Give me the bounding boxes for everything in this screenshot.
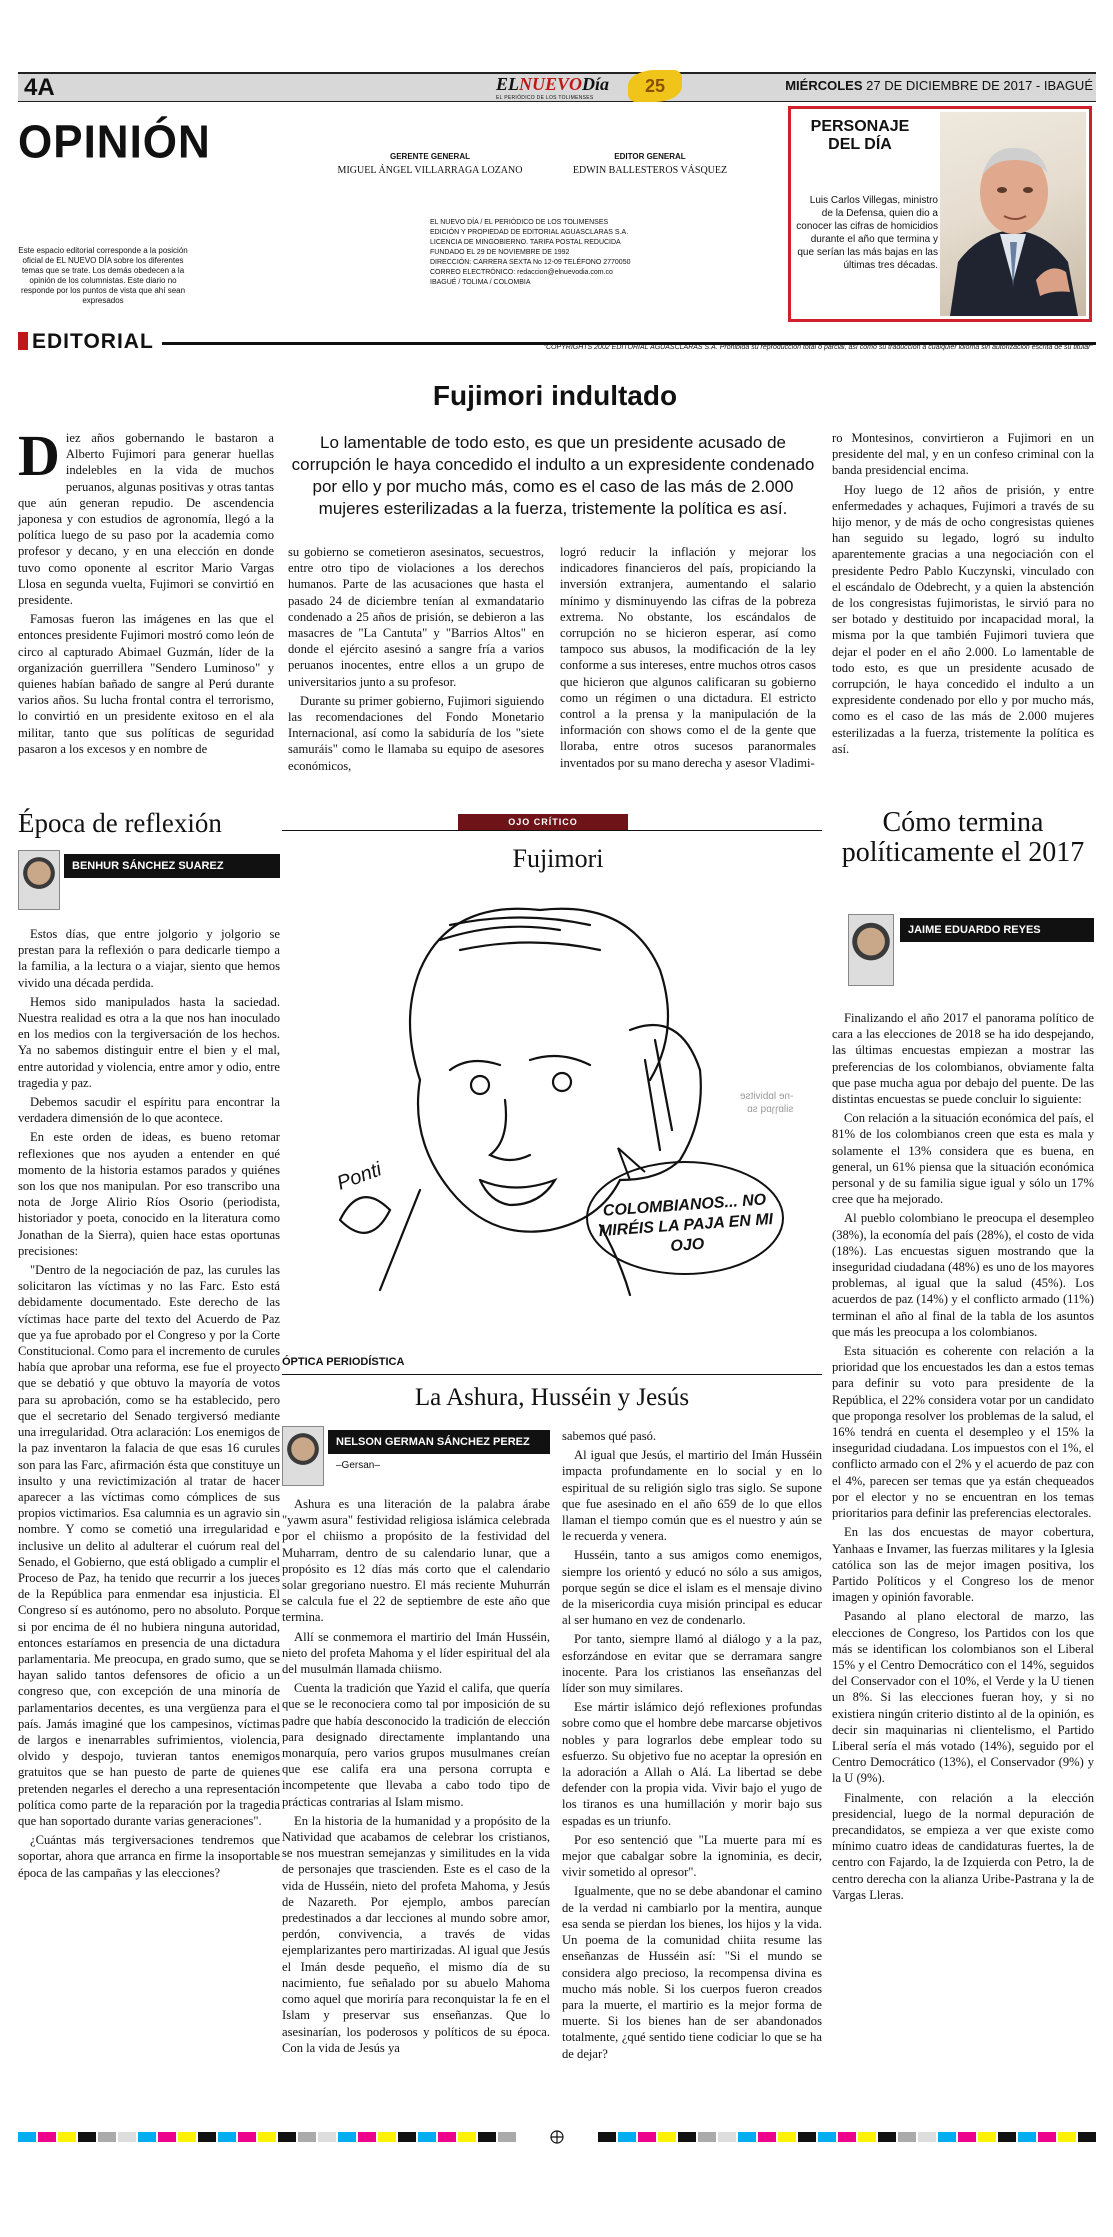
optica-rule — [282, 1374, 822, 1375]
column-paragraph: Finalizando el año 2017 el panorama político de cara a las elecciones de 2018 se ha ido despejando, las últimas encuestas empiezan a mostrar las preferencias de los colombianos, obviamente falta que pase mucha agua por debajo del puente. De las distintas encuestas se puede concluir lo siguiente: — [832, 1011, 1094, 1107]
author-alias: –Gersan– — [336, 1460, 380, 1471]
color-swatch — [398, 2132, 416, 2142]
column-paragraph: Pasando al plano electoral de marzo, las elecciones de Congreso, los Partidos con los que más se identifican los colombianos son el Liberal 15% y el Centro Democrático con el 14%, seguidos del Conservador con el 10%, el Verde y la U tienen un 8%. Si las elecciones fueran hoy, y si no existiera ningún criterio distinto al de la opinión, es decir sin maquinarias ni clientelismo, el Partido Liberal sería el más votado (14%), seguido por el Centro Democrático (13%), el Conservador (9%) y la U (9%). — [832, 1609, 1094, 1786]
editorial-paragraph — [18, 423, 274, 608]
color-swatch — [838, 2132, 856, 2142]
editor-role: EDITOR GENERAL — [614, 152, 686, 161]
color-swatch — [1038, 2132, 1056, 2142]
ojo-critico-rule — [282, 830, 822, 831]
editorial-paragraph: Hoy luego de 12 años de prisión, y entre enfermedades y achaques, Fujimori a través de su hijo menor, y de más de ocho congresistas quienes han seguido su legado, logró su indulto aparentemente gracias a una negociación con el presidente Pedro Pablo Kuczynski, vinculado con el escándalo de Odebrecht, y a quien la abstención de los congresistas fujimoristas, le sirvió para no ser botado y destituido por incapacidad moral, la misma por la que también Fujimori tuviera que dejar el poder en el año 2.000. Lo lamentable de todo esto, es que un presidente acusado de corrupción, le haya concedido el indulto a un expresidente condenado por ello y por mucho más, como es el caso de las más de 2.000 mujeres esterilizadas a la fuerza, tristemente la política es así. — [832, 482, 1094, 756]
column-paragraph: Finalmente, con relación a la elección presidencial, luego de la normal depuración de precandidatos, se empieza a ver que existe como mínimo cuatro ideas de candidaturas fuertes, la de centro con Fajardo, la de Izquierda con Petro, la de centro derecha con la alianza Uribe-Pastrana y la de Vargas Lleras. — [832, 1790, 1094, 1902]
cartoonist-signature: Ponti — [334, 1158, 385, 1195]
portrait-illustration — [940, 112, 1086, 316]
author-byline: BENHUR SÁNCHEZ SUAREZ — [64, 854, 280, 878]
editorial-paragraph: Durante su primer gobierno, Fujimori siguiendo las recomendaciones del Fondo Monetario Internacional, así como la sabiduría de los "siete samuráis" como le llamaba su equipo de asesores económicos, — [288, 693, 544, 773]
color-swatch — [978, 2132, 996, 2142]
logo-prefix: EL — [496, 74, 520, 94]
color-swatch — [618, 2132, 636, 2142]
imprint-info: EL NUEVO DÍA / EL PERIÓDICO DE LOS TOLIMENSES EDICIÓN Y PROPIEDAD DE EDITORIAL AGUASCLARAS S.A. LICENCIA DE MINGOBIERNO. TARIFA POSTAL REDUCIDA FUNDADO EL 29 DE NOVIEMBRE DE 1992 DIRECCIÓN: CARRERA SEXTA No 12-09 TELÉFONO 2770050 CORREO ELECTRÓNICO: redaccion@elnuevodia.com.co IBAGUÉ / TOLIMA / COLOMBIA — [430, 219, 631, 286]
editorial-column-3 — [560, 544, 816, 774]
column-paragraph: Ashura es una literación de la palabra árabe "yawm asura" festividad religiosa islámica celebrada por el chiismo a propósito de la festividad del Muharram, dentro de su calendario lunar, que a propósito es 12 días más corto que el calendario solar gregoriano nuestro. El más reciente Muhurrán se calcula fue el 22 de septiembre de este año que termina. — [282, 1497, 550, 1625]
logo-suffix: Día — [582, 74, 610, 94]
column-paragraph: Al pueblo colombiano le preocupa el desempleo (38%), la economía del país (28%), el costo de vida (18%). Las encuestas siguen mostrando que la inseguridad ciudadana (48%) es uno de los mayores problemas, al igual que la salud (45%). Los acuerdos de paz (14%) y el conflicto armado (11%) terminan el año al final de la tabla de los asuntos que más les preocupa a los colombianos. — [832, 1211, 1094, 1339]
editorial-paragraph: su gobierno se cometieron asesinatos, secuestros, entre otro tipo de violaciones a los derechos humanos. Parte de las acusaciones que hasta el pasado 24 de diciembre tenían al exmandatario condenado a 25 años de prisión, se debieron a las masacres de "La Cantuta" y "Barrios Altos" en donde el ejército asesinó a sangre fría a varios peruanos inocentes, entre ellos a un grupo de universitarios junto a su profesor. — [288, 545, 544, 689]
color-swatch — [418, 2132, 436, 2142]
author-photo — [282, 1426, 324, 1486]
column-paragraph: "Dentro de la negociación de paz, las curules las solicitaron las víctimas y no las Farc. Esto está debidamente documentado. Este derecho de las víctimas hace parte del texto del Acuerdo de Paz que ya fue aprobado por el Congreso y por la Corte Constitucional. Como para el incremento de curules había que aprobar una reforma, ese fue el proyecto que se debatió y que obtuvo la mayoría de votos para su aprobación, como se ha establecido, pero que el secretario del Senado tergiversó mediante una irregularidad. Otra aclaración: Los enemigos de la paz inventaron la falacia de que esas 16 curules son para las Farc, afirmación ésta que constituye un insulto y una revictimización al tratar de hacer aparecer a las víctimas como cómplices de sus propios victimarios. Esa calumnia es un agravio sin nombre. Y como se cometió una irregularidad e inclusive un delito al adulterar el cuórum real del Senado, el Gobierno, que está obligado a cumplir el Proceso de Paz, ha tenido que recurrir a los jueces de la República para enmendar esa injusticia. El Congreso sí es autónomo, pero no absoluto. Porque si por encima de él no hubiera ninguna autoridad, entonces estaríamos en presencia de una dictadura parlamentaria. Me preocupa, en grado sumo, que se hayan salido tantos defensores de oficio a un congreso que, con excepción de una minoría de parlamentarios decentes, es una vergüenza para el país. Jamás imaginé que los campesinos, víctimas de largos e inenarrables sufrimientos, violencia, olvido y despojo, tuvieran tantos enemigos gratuitos que se han puesto de parte de quienes pretenden negarles el derecho a una representación política como parte de la reparación por la tragedia que han soportado durante varias generaciones". — [18, 1263, 280, 1828]
color-swatch — [118, 2132, 136, 2142]
color-swatch — [318, 2132, 336, 2142]
issue-date-text: 27 DE DICIEMBRE DE 2017 - IBAGUÉ — [866, 78, 1093, 93]
editorial-pullquote: Lo lamentable de todo esto, es que un presidente acusado de corrupción le haya concedido el indulto a un expresidente condenado por ello y por mucho más, como es el caso de las más de 2.000 mujeres esterilizadas a la fuerza, tristemente la política es así. — [291, 433, 815, 518]
logo-highlight: NUEVO — [519, 74, 583, 94]
logo-tagline: EL PERIÓDICO DE LOS TOLIMENSES — [496, 95, 594, 101]
color-swatch — [38, 2132, 56, 2142]
color-swatch — [718, 2132, 736, 2142]
editorial-column-2 — [288, 544, 544, 777]
color-swatch — [438, 2132, 456, 2142]
color-swatch — [238, 2132, 256, 2142]
ashura-column-1 — [282, 1496, 550, 2059]
color-swatch — [178, 2132, 196, 2142]
column-paragraph: Por tanto, siempre llamó al diálogo y a la paz, esforzándose en evitar que se derramara sangre inocente. Para los cristianos las enseñanzas del líder son muy similares. — [562, 1632, 822, 1696]
epoca-title: Época de reflexión — [18, 808, 222, 838]
color-swatch — [658, 2132, 676, 2142]
color-swatch — [898, 2132, 916, 2142]
editorial-paragraph: logró reducir la inflación y mejorar los indicadores financieros del país, propiciando la inversión extranjera, aumentando el salario mínimo y disminuyendo las cifras de la pobreza extrema. No obstante, los escándalos de corrupción no se hicieron esperar, así como tampoco sus abusos, la modificación de la ley conforme a sus intereses, entre muchos otros casos que hicieron que algunos calificaran su gobierno como un régimen o una dictadura. El estricto control a la prensa y la manipulación de la información con shows como el de la gente que lloraba, entre otros sucesos paranormales inventados por su mano derecha y asesor Vladimi- — [560, 545, 817, 770]
cartoon-speech-bubble: COLOMBIANOS... NO MIRÉIS LA PAJA EN MI OJO — [598, 1191, 774, 1256]
bleed-through-text: -ne lɒbivitse silɒɿɿɒq sɒ — [740, 1091, 794, 1115]
color-swatch — [938, 2132, 956, 2142]
cartoon-title: Fujimori — [512, 844, 604, 873]
editorial-paragraph: Famosas fueron las imágenes en las que el entonces presidente Fujimori mostró como león de circo al capturado Abimael Guzmán, líder de la organización guerrillera "Sendero Luminoso" y quienes habían bañado de sangre al Perú durante varios años. Su lucha frontal contra el terrorismo, lo convirtió en un presidente exitoso en el ala militar, tanto que sus políticas de seguridad pasaron a los excesos y en nombre de — [18, 612, 274, 756]
color-swatch — [638, 2132, 656, 2142]
editorial-text: iez años gobernando le bastaron a Alberto Fujimori para generar huellas indelebles en la vida de muchos peruanos, algunas positivas y otras tantas que aún generan repudio. De ascendencia japonesa y con estudios de agronomía, llegó a la política luego de su paso por la academia como profesor y decano, y en una elección en donde tuvo como oponente al escritor Mario Vargas Llosa en segunda vuelta, Fujimori se convirtió en presidente. — [18, 431, 274, 608]
como-termina-column — [832, 1010, 1094, 1906]
color-swatch — [58, 2132, 76, 2142]
column-paragraph: Hemos sido manipulados hasta la saciedad. Nuestra realidad es otra a la que nos han inoculado en los medios con la tergiversación de los hechos. Ya no sabemos distinguir entre el bien y el mal, entre autoridad y violencia, entre amor y odio, entre tragedia y paz. — [18, 994, 280, 1090]
color-swatch — [218, 2132, 236, 2142]
section-title: OPINIÓN — [18, 116, 211, 169]
page-number: 4A — [24, 74, 55, 101]
epoca-column — [18, 926, 280, 1884]
column-paragraph: sabemos qué pasó. — [562, 1429, 657, 1443]
color-swatch — [158, 2132, 176, 2142]
issue-weekday: MIÉRCOLES — [785, 78, 863, 93]
color-swatch — [858, 2132, 876, 2142]
author-photo — [18, 850, 60, 910]
color-swatch — [598, 2132, 616, 2142]
personaje-caption: Luis Carlos Villegas, ministro de la Defensa, quien dio a conocer las cifras de homicidios durante el año que termina y que serían las más bajas en las últimas tres décadas. — [796, 195, 938, 271]
editorial-disclaimer: Este espacio editorial corresponde a la posición oficial de EL NUEVO DÍA sobre los diferentes temas que se trate. Los demás obedecen a la opinión de los columnistas. Este diario no responde por los puntos de vista que ahí sean expresados — [18, 246, 188, 305]
editorial-column-4 — [832, 430, 1094, 760]
color-swatch — [138, 2132, 156, 2142]
copyright-notice: "COPYRIGHTS 2002 EDITORIAL AGUASCLARAS S.A. Prohibida su reproducción total o parcial, así como su traducción a cualquier idioma sin autorización escrita de su titular" — [543, 344, 1093, 351]
ashura-column-2 — [562, 1428, 822, 2065]
color-swatch — [1078, 2132, 1096, 2142]
color-swatch — [1058, 2132, 1076, 2142]
author-byline: NELSON GERMAN SÁNCHEZ PEREZ — [328, 1430, 550, 1454]
column-paragraph: Esta situación es coherente con relación a la prioridad que los encuestados les dan a estos temas para definir su voto para presidente de la República, el 22% considera votar por un candidato que proponga resolver los problemas de la salud, el 16% tendrá en cuenta el desempleo y el 15% la inseguridad ciudadana. Los impuestos con el 1%, el conflicto armado con el 2% y el acuerdo de paz con el 4%, parecen ser temas que ya están chequeados por el elector y no se encuentran en los temas prioritarios para definir las preferencias electorales. — [832, 1344, 1094, 1521]
column-paragraph: En este orden de ideas, es bueno retomar reflexiones que nos ayuden a entender en qué momento de la historia estamos parados y quiénes son los que nos manipulan. Por eso transcribo una nota de Jorge Alirio Ríos Osorio (periodista, historiador y poeta, conocido en la literatura como Jonathan de la Sierra), quien hace estas oportunas precisiones: — [18, 1130, 280, 1258]
color-swatch — [678, 2132, 696, 2142]
column-paragraph: Allí se conmemora el martirio del Imán Husséin, nieto del profeta Mahoma y el líder espiritual del ala del musulmán llamada chiismo. — [282, 1629, 550, 1677]
column-paragraph: En las dos encuestas de mayor cobertura, Yanhaas e Invamer, las fuerzas militares y la Iglesia católica son las de mejor imagen positiva, los Partido Políticos y el Congreso los de menor imagen y opinión favorable. — [832, 1525, 1094, 1605]
column-paragraph: Husséin, tanto a sus amigos como enemigos, siempre los orientó y educó no sólo a sus amigos, porque según se dice el islam es el mensaje divino de la misericordia cuya misión principal es educar al ser humano en vez de condenarlo. — [562, 1548, 822, 1628]
ashura-title: La Ashura, Husséin y Jesús — [414, 1384, 690, 1411]
editorial-title: Fujimori indultado — [432, 380, 678, 411]
column-paragraph: Ese mártir islámico dejó reflexiones profundas sobre como que el hombre debe marcarse objetivos nobles y para lograrlos debe emplear todo su esfuerzo. Su objetivo fue no aceptar la opresión en la adoración a Allah o Alá. La libertad se debe defender con la propia vida. Vivir bajo el yugo de los tiranos es una humillación y morir bajo sus espadas es un triunfo. — [562, 1700, 822, 1828]
color-swatch — [458, 2132, 476, 2142]
manager-credit — [330, 152, 530, 176]
column-paragraph: Igualmente, que no se debe abandonar el camino de la verdad ni cambiarlo por la mentira, aunque esa senda se pierdan los bienes, los hijos y la vida. Un poema de la comunidad chiita resume las enseñanzas de Husséin así: "Si el mundo se considera algo precioso, la recompensa divina es mucho más noble. Si los cuerpos fueron creados para la muerte, el martirio es la mejor forma de muerte. Si los bienes han de ser abandonados totalmente, ¿qué sentido tiene codiciar lo que se ha de dejar? — [562, 1884, 822, 2061]
color-swatch — [378, 2132, 396, 2142]
color-swatch — [478, 2132, 496, 2142]
color-swatch — [198, 2132, 216, 2142]
author-photo — [848, 914, 894, 986]
column-paragraph: ¿Cuántas más tergiversaciones tendremos que soportar, ahora que arranca en firme la insoportable época de las campañas y las elecciones? — [18, 1833, 280, 1880]
column-paragraph: Estos días, que entre jolgorio y jolgorio se prestan para la reflexión o para dedicarle tiempo a la familia, a la lectura o a viajar, siento que hemos vivido una década perdida. — [18, 927, 280, 990]
color-swatch — [98, 2132, 116, 2142]
editorial-column-1 — [18, 423, 274, 760]
print-registration-bar — [18, 2130, 1096, 2144]
color-swatch — [258, 2132, 276, 2142]
column-paragraph: Debemos sacudir el espíritu para encontrar la verdadera dimensión de lo que acontece. — [18, 1095, 280, 1126]
color-swatch — [358, 2132, 376, 2142]
issue-date — [785, 78, 1093, 93]
editorial-paragraph: ro Montesinos, convirtieron a Fujimori en un presidente del mal, y en un confeso criminal con la banda presidencial encima. — [832, 431, 1094, 478]
column-paragraph: En la historia de la humanidad y a propósito de la Natividad que acabamos de celebrar los cristianos, se nos muestran semejanzas y similitudes en la vida de personajes que trascienden. Este es el caso de la vida de Husséin, nieto del profeta Mahoma, y Jesús de Nazareth. Por ejemplo, ambos parecían predestinados a dar lecciones al mundo sobre amor, perdón, convivencia, a través de vidas ejemplarizantes pero martirizadas. Al igual que Jesús el Imán desde pequeño, el mismo día de su nacimiento, fue señalado por su abuelo Mahoma como aquel que moriría para reconquistar la fe en el Islam y preservar sus enseñanzas. Que lo asesinarían, los poderosos y políticos de su época. Con la vida de Jesús ya — [282, 1813, 550, 2055]
color-swatch — [878, 2132, 896, 2142]
column-paragraph: Con relación a la situación económica del país, el 81% de los colombianos creen que esta es mala y solamente el 13% considera que es buena, en general, un 61% piensa que la situación económica personal y de su familia sigue igual y sólo un 17% cree que ha mejorado. — [832, 1111, 1094, 1207]
manager-role: GERENTE GENERAL — [389, 152, 470, 161]
editor-credit — [550, 152, 750, 176]
color-swatch — [298, 2132, 316, 2142]
ojo-critico-label: OJO CRÍTICO — [458, 814, 628, 830]
color-swatch — [1018, 2132, 1036, 2142]
color-swatch — [698, 2132, 716, 2142]
editor-name: EDWIN BALLESTEROS VÁSQUEZ — [572, 165, 728, 176]
color-swatch — [278, 2132, 296, 2142]
manager-name: MIGUEL ÁNGEL VILLARRAGA LOZANO — [337, 165, 523, 176]
editorial-label: EDITORIAL — [18, 330, 162, 354]
column-paragraph: Cuenta la tradición que Yazid el califa, que quería que se le reconociera como tal por imposición de su padre que había desconocido la tradición de elección para designado directamente implantando una monarquía, pero varios grupos musulmanes creían que ese califa era una persona corrupta e incompetente que llevaba a cabo todo tipo de prácticas contrarias al Islam mismo. — [282, 1681, 550, 1809]
anniversary-badge: 25 — [628, 70, 682, 102]
color-swatch — [918, 2132, 936, 2142]
color-swatch — [758, 2132, 776, 2142]
color-swatch — [798, 2132, 816, 2142]
color-swatch — [498, 2132, 516, 2142]
optica-label: ÓPTICA PERIODÍSTICA — [282, 1356, 405, 1368]
column-paragraph: Al igual que Jesús, el martirio del Imán Husséin impacta profundamente en lo social y en lo espiritual de su religión siglo tras siglo. Se supone que fue asesinado en el año 659 de lo que ellos llaman el tiempo común que es el nuestro y aún se le recuerda y venera. — [562, 1448, 822, 1544]
color-swatch — [818, 2132, 836, 2142]
como-termina-title: Cómo termina políticamente el 2017 — [841, 807, 1085, 868]
personaje-title: PERSONAJE DEL DÍA — [810, 118, 910, 153]
color-swatch — [738, 2132, 756, 2142]
column-paragraph: Por eso sentenció que "La muerte para mí es mejor que cabalgar sobre la ignominia, es decir, vivir sometido al opresor". — [562, 1832, 822, 1880]
color-swatch — [338, 2132, 356, 2142]
color-swatch — [778, 2132, 796, 2142]
color-swatch — [958, 2132, 976, 2142]
color-swatch — [78, 2132, 96, 2142]
color-swatch — [998, 2132, 1016, 2142]
color-swatch — [18, 2132, 36, 2142]
author-byline: JAIME EDUARDO REYES — [900, 918, 1094, 942]
personaje-photo — [940, 112, 1086, 316]
drop-cap: D — [18, 423, 60, 488]
